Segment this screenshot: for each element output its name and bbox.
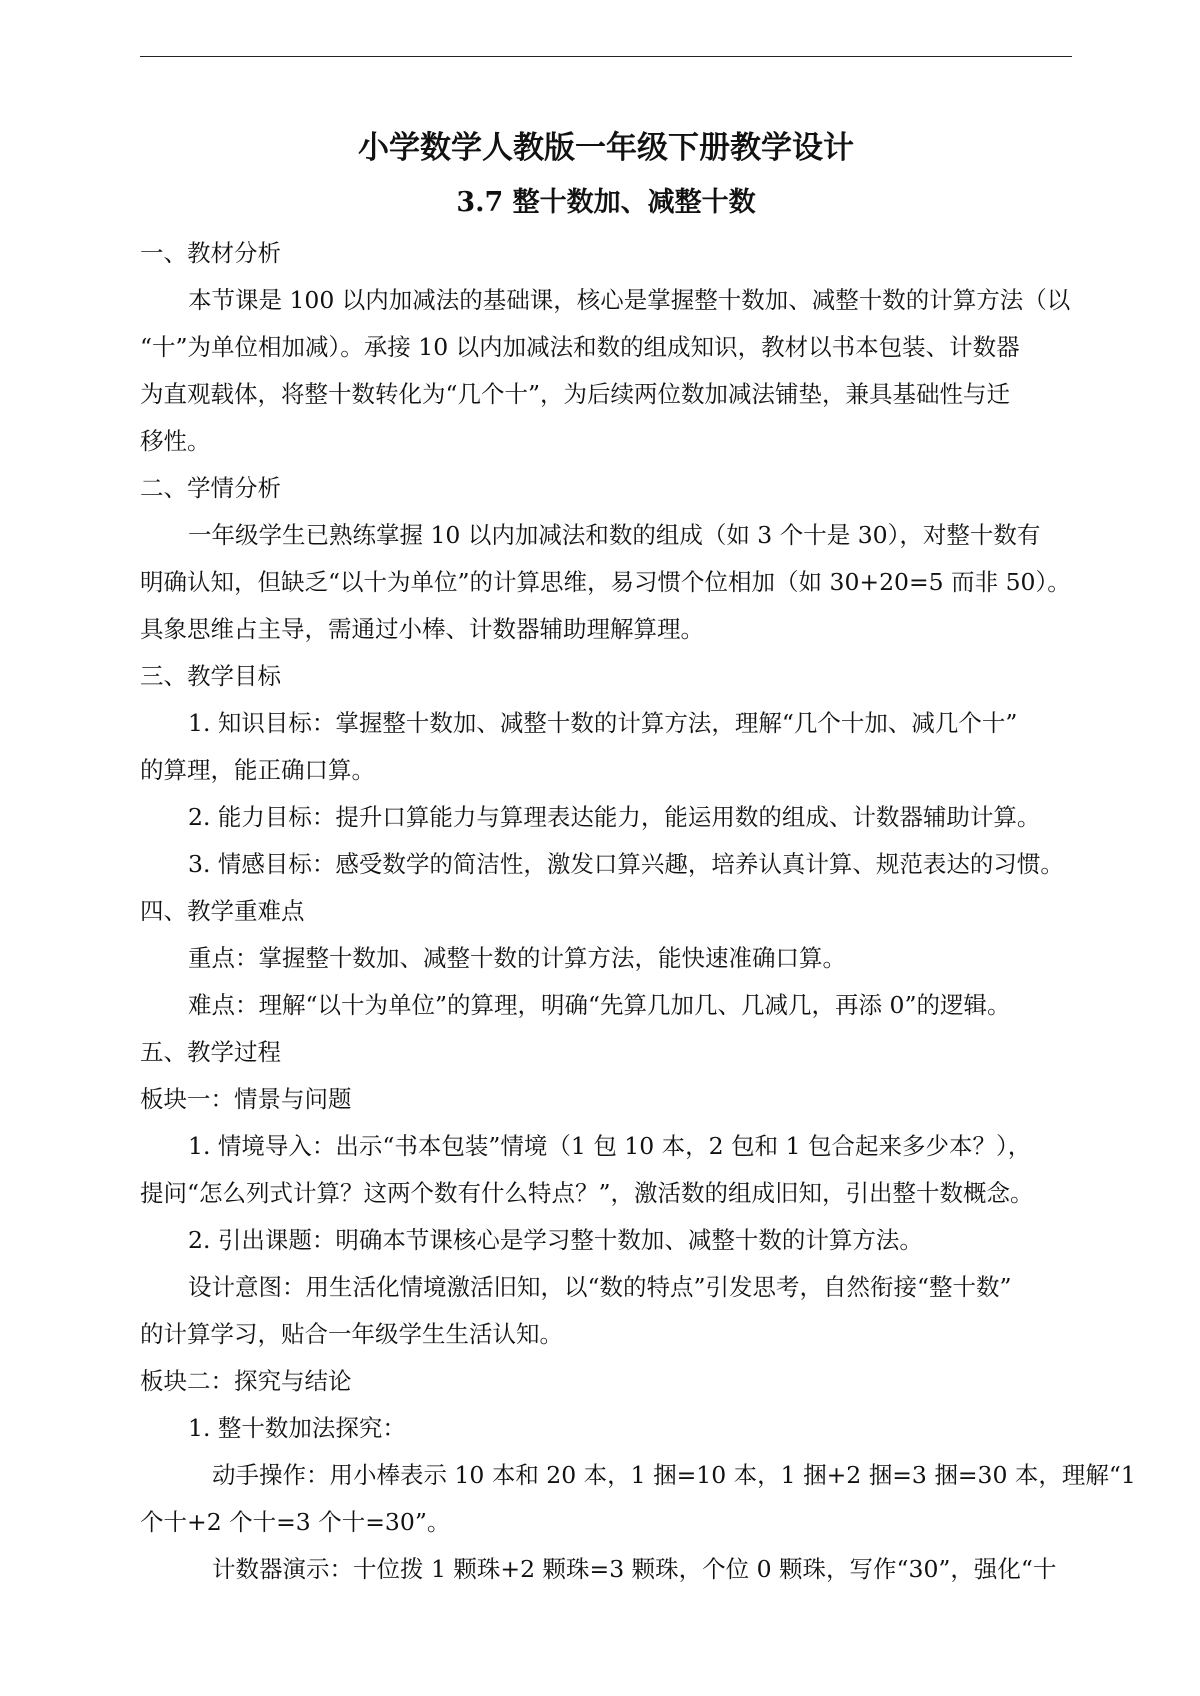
text-line: 明确认知，但缺乏“以十为单位”的计算思维，易习惯个位相加（如 30+20=5 而非 50）。: [140, 568, 1071, 596]
document-subtitle: 3.7 整十数加、减整十数: [456, 187, 756, 218]
text-line: 板块二：探究与结论: [140, 1367, 352, 1395]
text-line: 四、教学重难点: [140, 897, 305, 925]
text-line: 设计意图：用生活化情境激活旧知，以“数的特点”引发思考，自然衔接“整十数”: [188, 1273, 1012, 1301]
text-line: 动手操作：用小棒表示 10 本和 20 本，1 捆=10 本，1 捆+2 捆=3 捆=30 本，理解“1: [212, 1461, 1136, 1489]
text-line: 一年级学生已熟练掌握 10 以内加减法和数的组成（如 3 个十是 30），对整十数有: [188, 521, 1041, 549]
text-line: 五、教学过程: [140, 1038, 281, 1066]
text-line: 的计算学习，贴合一年级学生生活认知。: [140, 1320, 563, 1348]
header-rule: [140, 56, 1072, 57]
text-line: 1. 整十数加法探究：: [188, 1414, 406, 1442]
text-line: 的算理，能正确口算。: [140, 756, 375, 784]
text-line: 2. 能力目标：提升口算能力与算理表达能力，能运用数的组成、计数器辅助计算。: [188, 803, 1041, 831]
text-line: 个十+2 个十=3 个十=30”。: [140, 1508, 451, 1536]
text-line: 难点：理解“以十为单位”的算理，明确“先算几加几、几减几，再添 0”的逻辑。: [188, 991, 1011, 1019]
text-line: 移性。: [140, 427, 211, 455]
text-line: 一、教材分析: [140, 239, 281, 267]
text-line: 1. 情境导入：出示“书本包装”情境（1 包 10 本，2 包和 1 包合起来多少本？），: [188, 1132, 1032, 1160]
text-line: 板块一：情景与问题: [140, 1085, 352, 1113]
text-line: 3. 情感目标：感受数学的简洁性，激发口算兴趣，培养认真计算、规范表达的习惯。: [188, 850, 1064, 878]
document-title: 小学数学人教版一年级下册教学设计: [358, 130, 854, 166]
text-line: “十”为单位相加减）。承接 10 以内加减法和数的组成知识，教材以书本包装、计数器: [140, 333, 1020, 361]
text-line: 重点：掌握整十数加、减整十数的计算方法，能快速准确口算。: [188, 944, 846, 972]
text-line: 提问“怎么列式计算？这两个数有什么特点？”，激活数的组成旧知，引出整十数概念。: [140, 1179, 1034, 1207]
text-line: 三、教学目标: [140, 662, 281, 690]
text-line: 本节课是 100 以内加减法的基础课，核心是掌握整十数加、减整十数的计算方法（以: [188, 286, 1071, 314]
text-line: 计数器演示：十位拨 1 颗珠+2 颗珠=3 颗珠，个位 0 颗珠，写作“30”，强化“十: [212, 1555, 1057, 1583]
text-line: 具象思维占主导，需通过小棒、计数器辅助理解算理。: [140, 615, 704, 643]
document-body: [140, 230, 1136, 1593]
text-line: 2. 引出课题：明确本节课核心是学习整十数加、减整十数的计算方法。: [188, 1226, 923, 1254]
text-line: 二、学情分析: [140, 474, 281, 502]
text-line: 为直观载体，将整十数转化为“几个十”，为后续两位数加减法铺垫，兼具基础性与迁: [140, 380, 1011, 408]
text-line: 1. 知识目标：掌握整十数加、减整十数的计算方法，理解“几个十加、减几个十”: [188, 709, 1018, 737]
document-content: [140, 118, 1136, 1593]
